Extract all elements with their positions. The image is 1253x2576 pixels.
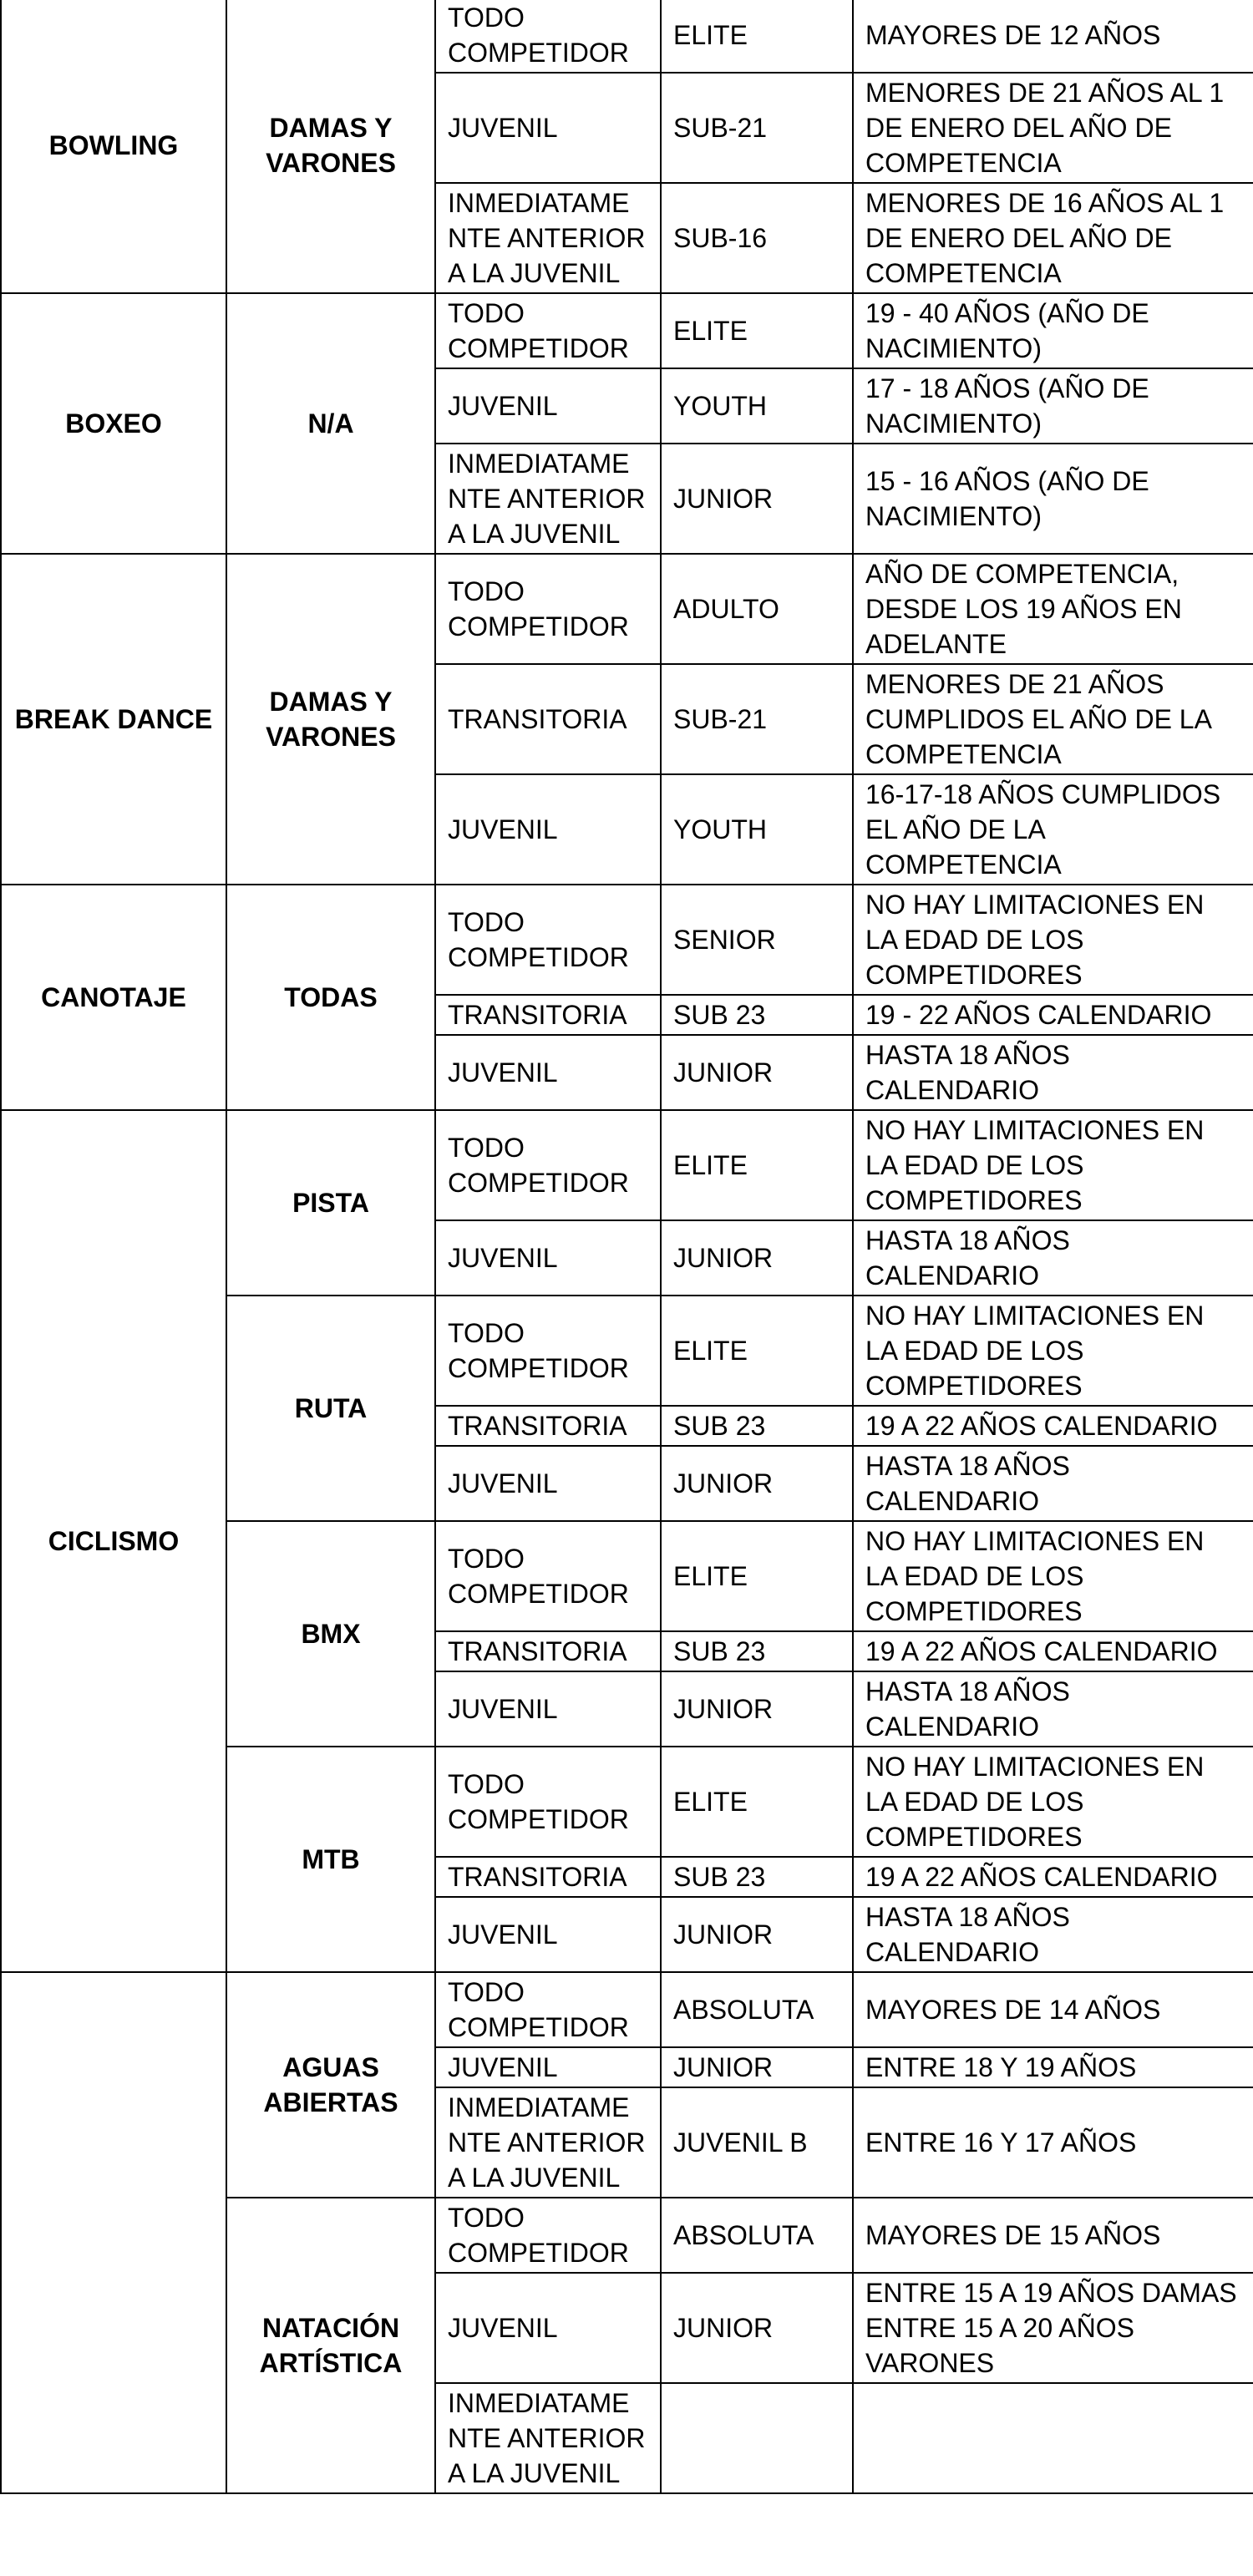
category-cell: SUB 23 — [661, 1857, 853, 1897]
age-cell: ENTRE 18 Y 19 AÑOS — [853, 2047, 1253, 2087]
level-cell: TODO COMPETIDOR — [435, 554, 661, 664]
branch-cell: DAMAS Y VARONES — [226, 554, 435, 885]
category-cell: SUB-21 — [661, 664, 853, 774]
age-cell: ENTRE 15 A 19 AÑOS DAMAS ENTRE 15 A 20 AÑOS VARONES — [853, 2273, 1253, 2383]
category-cell: JUVENIL B — [661, 2087, 853, 2198]
category-cell: YOUTH — [661, 774, 853, 885]
age-cell: 19 A 22 AÑOS CALENDARIO — [853, 1406, 1253, 1446]
category-cell: JUNIOR — [661, 1035, 853, 1110]
age-cell: MENORES DE 16 AÑOS AL 1 DE ENERO DEL AÑO DE COMPETENCIA — [853, 183, 1253, 293]
age-cell: NO HAY LIMITACIONES EN LA EDAD DE LOS COMPETIDORES — [853, 1296, 1253, 1406]
age-cell: MAYORES DE 15 AÑOS — [853, 2198, 1253, 2273]
category-cell: SUB 23 — [661, 1406, 853, 1446]
branch-cell: MTB — [226, 1747, 435, 1972]
branch-cell: TODAS — [226, 885, 435, 1110]
level-cell: JUVENIL — [435, 73, 661, 183]
table-row — [1, 0, 1253, 73]
level-cell: TRANSITORIA — [435, 995, 661, 1035]
age-cell: 19 A 22 AÑOS CALENDARIO — [853, 1857, 1253, 1897]
age-cell: 17 - 18 AÑOS (AÑO DE NACIMIENTO) — [853, 368, 1253, 444]
category-cell: YOUTH — [661, 368, 853, 444]
category-cell: JUNIOR — [661, 1220, 853, 1296]
level-cell: TODO COMPETIDOR — [435, 1972, 661, 2047]
level-cell: JUVENIL — [435, 368, 661, 444]
table-row — [1, 554, 1253, 664]
level-cell: INMEDIATAMENTE ANTERIOR A LA JUVENIL — [435, 183, 661, 293]
sport-cell: BOWLING — [1, 0, 226, 293]
category-cell: ABSOLUTA — [661, 1972, 853, 2047]
category-cell: ELITE — [661, 0, 853, 73]
level-cell: JUVENIL — [435, 1035, 661, 1110]
age-cell: MAYORES DE 14 AÑOS — [853, 1972, 1253, 2047]
sport-cell — [1, 1972, 226, 2493]
level-cell: INMEDIATAMENTE ANTERIOR A LA JUVENIL — [435, 444, 661, 554]
level-cell: TRANSITORIA — [435, 664, 661, 774]
level-cell: INMEDIATAMENTE ANTERIOR A LA JUVENIL — [435, 2383, 661, 2493]
category-cell: ELITE — [661, 1747, 853, 1857]
sport-cell: BREAK DANCE — [1, 554, 226, 885]
age-cell: HASTA 18 AÑOS CALENDARIO — [853, 1446, 1253, 1521]
branch-cell: RUTA — [226, 1296, 435, 1521]
sport-cell: CICLISMO — [1, 1110, 226, 1972]
sport-cell: BOXEO — [1, 293, 226, 554]
branch-cell: NATACIÓN ARTÍSTICA — [226, 2198, 435, 2493]
branch-cell: N/A — [226, 293, 435, 554]
level-cell: JUVENIL — [435, 2273, 661, 2383]
category-cell: JUNIOR — [661, 2047, 853, 2087]
age-cell: HASTA 18 AÑOS CALENDARIO — [853, 1220, 1253, 1296]
age-cell: 19 A 22 AÑOS CALENDARIO — [853, 1631, 1253, 1671]
category-cell: JUNIOR — [661, 2273, 853, 2383]
age-cell: 16-17-18 AÑOS CUMPLIDOS EL AÑO DE LA COMPETENCIA — [853, 774, 1253, 885]
sport-cell: CANOTAJE — [1, 885, 226, 1110]
age-cell: 15 - 16 AÑOS (AÑO DE NACIMIENTO) — [853, 444, 1253, 554]
category-cell: ABSOLUTA — [661, 2198, 853, 2273]
level-cell: TODO COMPETIDOR — [435, 885, 661, 995]
category-cell: JUNIOR — [661, 1446, 853, 1521]
level-cell: TODO COMPETIDOR — [435, 2198, 661, 2273]
category-cell: SUB 23 — [661, 995, 853, 1035]
age-cell: NO HAY LIMITACIONES EN LA EDAD DE LOS COMPETIDORES — [853, 1521, 1253, 1631]
level-cell: JUVENIL — [435, 1897, 661, 1972]
category-cell — [661, 2383, 853, 2493]
level-cell: JUVENIL — [435, 774, 661, 885]
level-cell: TODO COMPETIDOR — [435, 1747, 661, 1857]
category-cell: ELITE — [661, 1296, 853, 1406]
age-cell: MENORES DE 21 AÑOS CUMPLIDOS EL AÑO DE LA COMPETENCIA — [853, 664, 1253, 774]
age-cell: AÑO DE COMPETENCIA, DESDE LOS 19 AÑOS EN ADELANTE — [853, 554, 1253, 664]
table-row — [1, 1110, 1253, 1220]
branch-cell: DAMAS Y VARONES — [226, 0, 435, 293]
age-cell: HASTA 18 AÑOS CALENDARIO — [853, 1671, 1253, 1747]
level-cell: TODO COMPETIDOR — [435, 0, 661, 73]
table-row — [1, 885, 1253, 995]
branch-cell: PISTA — [226, 1110, 435, 1296]
level-cell: JUVENIL — [435, 1220, 661, 1296]
category-cell: SUB 23 — [661, 1631, 853, 1671]
category-cell: ADULTO — [661, 554, 853, 664]
category-cell: SUB-21 — [661, 73, 853, 183]
age-cell — [853, 2383, 1253, 2493]
level-cell: TRANSITORIA — [435, 1857, 661, 1897]
age-cell: ENTRE 16 Y 17 AÑOS — [853, 2087, 1253, 2198]
level-cell: TODO COMPETIDOR — [435, 1110, 661, 1220]
age-cell: NO HAY LIMITACIONES EN LA EDAD DE LOS COMPETIDORES — [853, 1747, 1253, 1857]
table-row — [1, 293, 1253, 368]
level-cell: JUVENIL — [435, 1446, 661, 1521]
age-cell: 19 - 40 AÑOS (AÑO DE NACIMIENTO) — [853, 293, 1253, 368]
category-cell: ELITE — [661, 293, 853, 368]
age-cell: NO HAY LIMITACIONES EN LA EDAD DE LOS COMPETIDORES — [853, 1110, 1253, 1220]
age-cell: MAYORES DE 12 AÑOS — [853, 0, 1253, 73]
level-cell: INMEDIATAMENTE ANTERIOR A LA JUVENIL — [435, 2087, 661, 2198]
level-cell: TRANSITORIA — [435, 1631, 661, 1671]
age-cell: HASTA 18 AÑOS CALENDARIO — [853, 1897, 1253, 1972]
level-cell: TRANSITORIA — [435, 1406, 661, 1446]
level-cell: TODO COMPETIDOR — [435, 1296, 661, 1406]
age-cell: MENORES DE 21 AÑOS AL 1 DE ENERO DEL AÑO DE COMPETENCIA — [853, 73, 1253, 183]
level-cell: TODO COMPETIDOR — [435, 293, 661, 368]
branch-cell: BMX — [226, 1521, 435, 1747]
level-cell: TODO COMPETIDOR — [435, 1521, 661, 1631]
category-cell: ELITE — [661, 1521, 853, 1631]
age-cell: HASTA 18 AÑOS CALENDARIO — [853, 1035, 1253, 1110]
age-cell: NO HAY LIMITACIONES EN LA EDAD DE LOS COMPETIDORES — [853, 885, 1253, 995]
level-cell: JUVENIL — [435, 1671, 661, 1747]
category-cell: JUNIOR — [661, 1671, 853, 1747]
category-cell: JUNIOR — [661, 1897, 853, 1972]
level-cell: JUVENIL — [435, 2047, 661, 2087]
category-cell: ELITE — [661, 1110, 853, 1220]
category-cell: SENIOR — [661, 885, 853, 995]
branch-cell: AGUAS ABIERTAS — [226, 1972, 435, 2198]
age-cell: 19 - 22 AÑOS CALENDARIO — [853, 995, 1253, 1035]
category-cell: SUB-16 — [661, 183, 853, 293]
category-cell: JUNIOR — [661, 444, 853, 554]
table-row — [1, 1972, 1253, 2047]
